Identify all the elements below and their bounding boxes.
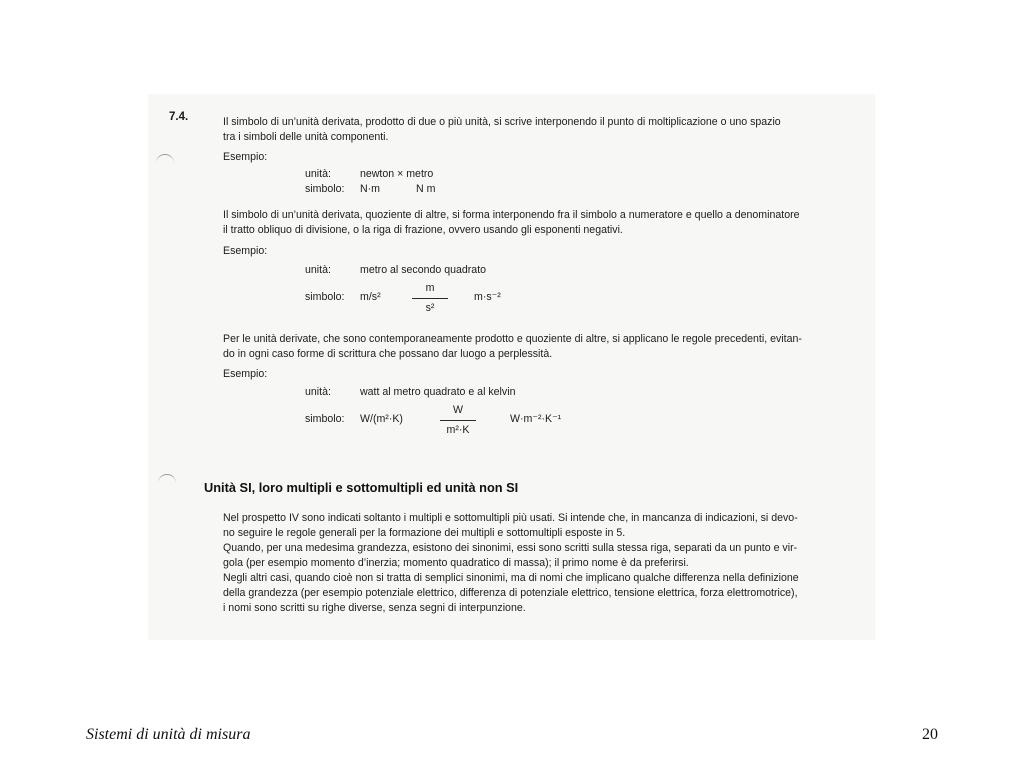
symbol-value: N m (416, 183, 436, 195)
punch-hole-mark (158, 474, 176, 487)
paragraph-line: Il simbolo di un’unità derivata, quoziente di altre, si forma interponendo fra il simbolo a numeratore e quello a denominatore (223, 209, 800, 221)
unit-value: metro al secondo quadrato (360, 264, 487, 276)
symbol-label: simbolo: (305, 413, 345, 425)
section-number: 7.4. (169, 111, 189, 123)
example-label: Esempio: (223, 368, 268, 380)
fraction-bar (440, 420, 476, 421)
fraction-numerator: W (453, 404, 463, 416)
symbol-value: N·m (360, 183, 381, 195)
unit-value: newton × metro (360, 168, 434, 180)
fraction-denominator: s² (425, 302, 435, 314)
paragraph-line: il tratto obliquo di divisione, o la riga di frazione, ovvero usando gli esponenti negativi. (223, 224, 623, 236)
scanned-page (148, 94, 875, 640)
paragraph-line: Negli altri casi, quando cioè non si tratta di semplici sinonimi, ma di nomi che implicano qualche differenza nella definizione (223, 572, 799, 584)
paragraph-line: gola (per esempio momento d’inerzia; momento quadratico di massa); il primo nome è da preferirsi. (223, 557, 689, 569)
unit-label: unità: (305, 386, 331, 398)
paragraph-line: i nomi sono scritti su righe diverse, senza segni di interpunzione. (223, 602, 526, 614)
section-heading: Unità SI, loro multipli e sottomultipli ed unità non SI (204, 480, 519, 495)
symbol-value: m/s² (360, 291, 381, 303)
paragraph-line: no seguire le regole generali per la formazione dei multipli e sottomultipli esposte in 5. (223, 527, 626, 539)
footer-title: Sistemi di unità di misura (86, 726, 251, 743)
paragraph-line: tra i simboli delle unità componenti. (223, 131, 389, 143)
paragraph-line: Nel prospetto IV sono indicati soltanto i multipli e sottomultipli più usati. Si intende che, in mancanza di indicazioni, si devo- (223, 512, 798, 524)
fraction (436, 403, 480, 438)
unit-label: unità: (305, 264, 331, 276)
symbol-value: W/(m²·K) (360, 413, 403, 425)
unit-label: unità: (305, 168, 331, 180)
symbol-value: m·s⁻² (474, 291, 501, 303)
symbol-value: W·m⁻²·K⁻¹ (510, 413, 562, 425)
paragraph-line: della grandezza (per esempio potenziale elettrico, differenza di potenziale elettrico, tensione elettrica, forza elettromotrice), (223, 587, 798, 599)
fraction-denominator: m²·K (446, 424, 470, 436)
paragraph-line: Quando, per una medesima grandezza, esistono dei sinonimi, essi sono scritti sulla stessa riga, separati da un punto e vir- (223, 542, 798, 554)
punch-hole-mark (156, 154, 174, 167)
fraction (408, 281, 452, 316)
paragraph-line: Per le unità derivate, che sono contemporaneamente prodotto e quoziente di altre, si applicano le regole precedenti, evitan- (223, 333, 802, 345)
symbol-label: simbolo: (305, 291, 345, 303)
page-number: 20 (922, 726, 938, 743)
unit-value: watt al metro quadrato e al kelvin (360, 386, 516, 398)
fraction-numerator: m (425, 282, 435, 294)
paragraph-line: do in ogni caso forme di scrittura che possano dar luogo a perplessità. (223, 348, 553, 360)
paragraph-line: Il simbolo di un’unità derivata, prodotto di due o più unità, si scrive interponendo il punto di moltiplicazione o uno spazio (223, 116, 781, 128)
example-label: Esempio: (223, 245, 268, 257)
fraction-bar (412, 298, 448, 299)
example-label: Esempio: (223, 151, 268, 163)
symbol-label: simbolo: (305, 183, 345, 195)
